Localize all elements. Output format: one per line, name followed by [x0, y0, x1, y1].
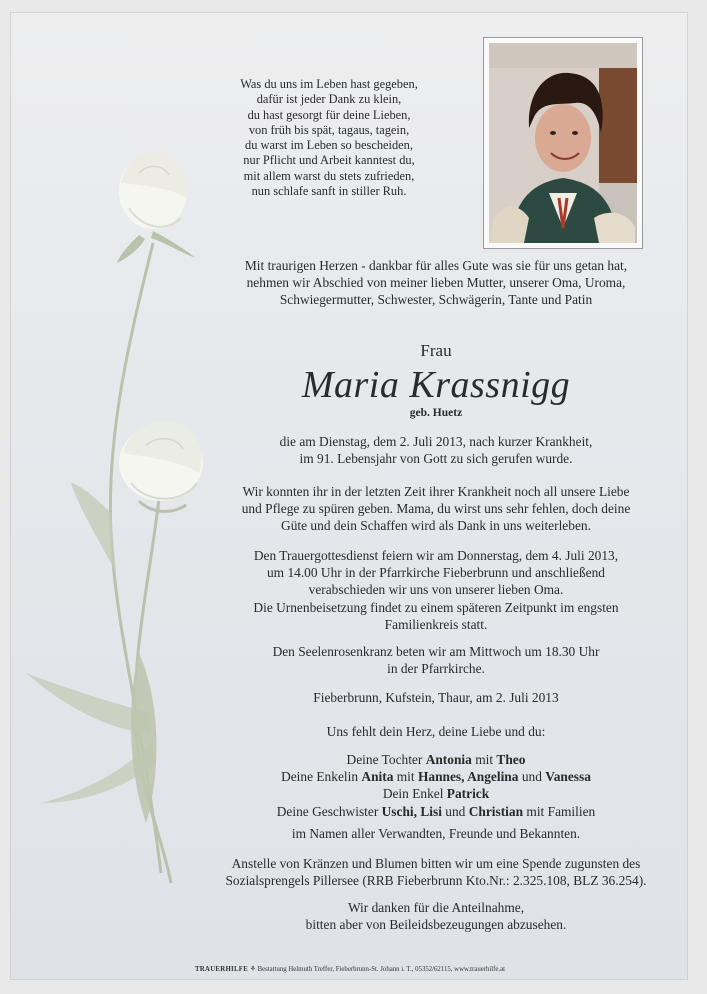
grandchildren-prefix: Deine Enkelin [281, 769, 359, 785]
relatives-note [201, 825, 671, 842]
tribute-text [201, 483, 671, 535]
grandchild-mid: mit [396, 769, 415, 785]
grandchild-name-2: Vanessa [545, 769, 591, 785]
death-notice [201, 433, 671, 467]
intro-line: nehmen wir Abschied von meiner lieben Mutter, unserer Oma, Uroma, [246, 275, 626, 291]
tribute-line: Wir konnten ihr in der letzten Zeit ihrer Krankheit noch all unsere Liebe [242, 484, 630, 499]
poem-line: du warst im Leben so bescheiden, [245, 138, 413, 153]
siblings-prefix: Deine Geschwister [276, 803, 379, 819]
siblings-suffix: mit Familien [526, 803, 596, 819]
portrait-photo [489, 43, 637, 243]
funeral-home-details: Bestattung Helmuth Treffer, Fieberbrunn-St. Johann i. T., 05352/62115, www.trauerhilfe.at [257, 966, 506, 973]
funeral-home-footer [11, 965, 689, 973]
thanks-line: Wir danken für die Anteilnahme, [347, 900, 525, 915]
mourner-daughter [201, 751, 671, 768]
portrait-frame [483, 37, 643, 249]
service-info [201, 547, 671, 633]
intro-line: Mit traurigen Herzen - dankbar für alles Gute was sie für uns getan hat, [244, 258, 628, 273]
mourners-intro [201, 723, 671, 740]
poem-line: mit allem warst du stets zufrieden, [243, 168, 415, 183]
poem-line: von früh bis spät, tagaus, tagein, [248, 122, 410, 137]
funeral-home-brand: TRAUERHILFE [194, 966, 249, 973]
mourners-list [201, 751, 671, 820]
poem-line: dafür ist jeder Dank zu klein, [256, 92, 402, 107]
thanks-line: bitten aber von Beileidsbezeugungen abzusehen. [305, 917, 567, 933]
mourner-siblings [201, 803, 671, 820]
siblings-and: und [445, 803, 466, 819]
tribute-line: und Pflege zu spüren geben. Mama, du wirst uns sehr fehlen, doch deine [241, 501, 631, 517]
footer-ornament-icon: ⚘ [249, 966, 256, 973]
grandchild-name: Anita [361, 769, 394, 785]
service-line: Familienkreis statt. [384, 616, 488, 632]
grandson-prefix: Dein Enkel [382, 786, 444, 802]
service-line: verabschieden wir uns von unserer lieben Oma. [308, 582, 564, 598]
service-line: Die Urnenbeisetzung findet zu einem späteren Zeitpunkt im engsten [253, 599, 619, 615]
mourners-intro-line: Uns fehlt dein Herz, deine Liebe und du: [326, 724, 546, 739]
donation-line: Anstelle von Kränzen und Blumen bitten wir um eine Spende zugunsten des [231, 856, 641, 871]
death-line: im 91. Lebensjahr von Gott zu sich gerufen wurde. [299, 451, 573, 467]
daughter-mid: mit [475, 752, 494, 767]
relatives-line: im Namen aller Verwandten, Freunde und Bekannten. [291, 826, 581, 841]
rosary-line: Den Seelenrosenkranz beten wir am Mittwoch um 18.30 Uhr [272, 644, 600, 659]
siblings-last: Christian [468, 803, 524, 819]
grandchild-and: und [521, 769, 542, 785]
service-line: um 14.00 Uhr in der Pfarrkirche Fieberbrunn und anschließend [266, 565, 606, 581]
poem-line: nun schlafe sanft in stiller Ruh. [251, 184, 407, 199]
grandson-name: Patrick [446, 786, 490, 802]
place-date-line: Fieberbrunn, Kufstein, Thaur, am 2. Juli 2013 [313, 690, 559, 705]
place-date [201, 689, 671, 706]
rosary-line: in der Pfarrkirche. [387, 661, 485, 677]
siblings-names: Uschi, Lisi [381, 803, 442, 819]
obituary-sheet [10, 12, 688, 980]
daughter-partner: Theo [496, 752, 526, 767]
intro-line: Schwiegermutter, Schwester, Schwägerin, Tante und Patin [279, 292, 593, 308]
death-line: die am Dienstag, dem 2. Juli 2013, nach kurzer Krankheit, [279, 434, 593, 449]
donation-request [201, 855, 671, 889]
deceased-name: Maria Krassnigg [301, 364, 571, 406]
donation-line: Sozialsprengels Pillersee (RRB Fieberbrunn Kto.Nr.: 2.325.108, BLZ 36.254). [225, 873, 647, 889]
service-line: Den Trauergottesdienst feiern wir am Donnerstag, dem 4. Juli 2013, [253, 548, 619, 563]
daughter-prefix: Deine Tochter [346, 752, 423, 767]
rosary-info [201, 643, 671, 677]
intro-text [201, 257, 671, 309]
daughter-name: Antonia [425, 752, 472, 767]
mourner-grandchildren [201, 768, 671, 785]
mourner-grandson [201, 785, 671, 802]
poem-line: du hast gesorgt für deine Lieben, [247, 107, 411, 122]
tribute-line: Güte und dein Schaffen wird als Dank in uns weiterleben. [281, 518, 591, 534]
poem-line: Was du uns im Leben hast gegeben, [240, 77, 418, 91]
poem-line: nur Pflicht und Arbeit kanntest du, [243, 153, 415, 168]
memorial-poem [201, 77, 457, 199]
salutation: Frau [420, 341, 452, 360]
maiden-name: geb. Huetz [409, 407, 463, 419]
thanks-note [201, 899, 671, 933]
grandchild-partner: Hannes, Angelina [417, 769, 519, 785]
